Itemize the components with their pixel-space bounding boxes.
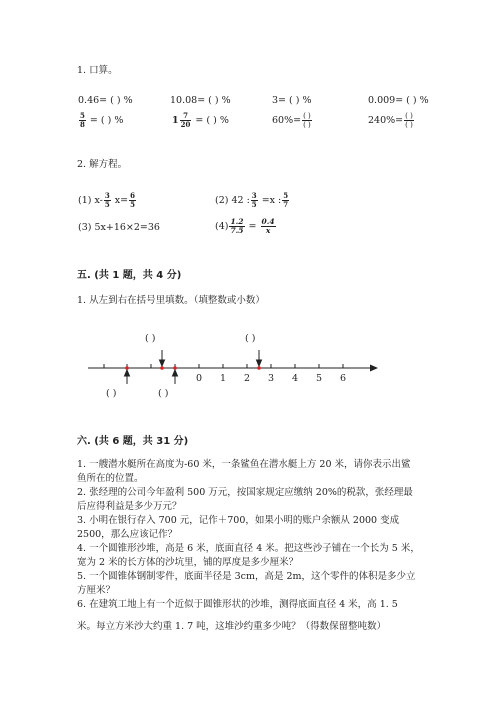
part-6-heading: 六. (共 6 题，共 31 分) bbox=[77, 436, 189, 447]
problem-line: 3. 小明在银行存入 700 元，记作＋700，如果小明的账户余额从 2000 变成 bbox=[77, 515, 400, 526]
problem-line: 米。每立方米沙大约重 1. 7 吨，这堆沙约重多少吨？（得数保留整吨数） bbox=[77, 621, 387, 632]
section-1-title: 1. 口算。 bbox=[77, 65, 118, 76]
tick-label: 3 bbox=[267, 373, 275, 384]
problem-line: 1. 一艘潜水艇所在高度为-60 米，一条鲨鱼在潜水艇上方 20 米，请你表示出鲨 bbox=[77, 459, 411, 470]
tick-label: 4 bbox=[291, 373, 299, 384]
equation-3: (3) 5x+16×2=36 bbox=[78, 222, 160, 233]
answer-blank[interactable]: ( ) bbox=[158, 388, 169, 399]
calc-2-1: $\frac{5}{8}$ = ( ) % bbox=[80, 111, 124, 129]
problem-line: 2500，那么应该记作？ bbox=[77, 529, 178, 540]
answer-blank[interactable]: ( ) bbox=[106, 388, 117, 399]
tick-label: 2 bbox=[243, 373, 251, 384]
problem-line: 宽为 2 米的长方体的沙坑里，铺的厚度是多少厘米？ bbox=[77, 557, 299, 568]
problem-line: 6. 在建筑工地上有一个近似于圆锥形状的沙堆，测得底面直径 4 米，高 1. 5 bbox=[77, 599, 398, 610]
problem-line: 5. 一个圆锥体钢制零件，底面半径是 3cm，高是 2m，这个零件的体积是多少立 bbox=[77, 571, 416, 582]
problem-line: 方厘米？ bbox=[77, 585, 116, 596]
number-line-ticks bbox=[104, 364, 343, 368]
calc-2-2: 1 $\frac{7}{20}$ = ( ) % bbox=[172, 111, 229, 129]
up-arrowhead bbox=[125, 370, 130, 376]
answer-blank[interactable]: ( ) bbox=[245, 333, 256, 344]
tick-label: 0 bbox=[195, 373, 203, 384]
number-line-arrowhead bbox=[370, 365, 378, 372]
problem-line: 鱼所在的位置。 bbox=[77, 473, 144, 484]
calc-1-2: 10.08= ( ) % bbox=[170, 95, 231, 106]
equation-1: (1) x- $\frac{3}{5}$ x= $\frac{6}{5}$ bbox=[78, 191, 135, 209]
tick-label: 6 bbox=[339, 373, 347, 384]
calc-1-4: 0.009= ( ) % bbox=[368, 95, 429, 106]
down-arrowhead bbox=[257, 360, 262, 366]
problem-line: 4. 一个圆锥形沙堆，高是 6 米，底面直径 4 米。把这些沙子铺在一个长为 5 米， bbox=[77, 543, 420, 554]
part-5-heading: 五. (共 1 题，共 4 分) bbox=[77, 270, 182, 281]
part-5-question-1: 1. 从左到右在括号里填数。（填整数或小数） bbox=[77, 295, 265, 306]
answer-blank[interactable]: ( ) bbox=[145, 333, 156, 344]
calc-2-3: 60%= $\frac{( )}{( )}$ bbox=[272, 112, 311, 129]
equation-4: (4) $\frac{1.2}{7.5}$ = $\frac{0.4}{x}$ bbox=[215, 217, 275, 235]
calc-1-3: 3= ( ) % bbox=[272, 95, 312, 106]
calc-1-1: 0.46= ( ) % bbox=[78, 95, 133, 106]
up-arrowhead bbox=[173, 370, 178, 376]
calc-2-4: 240%= $\frac{( )}{( )}$ bbox=[368, 112, 413, 129]
problem-line: 2. 张经理的公司今年盈利 500 万元，按国家规定应缴纳 20%的税款，张经理最 bbox=[77, 487, 413, 498]
section-2-title: 2. 解方程。 bbox=[77, 159, 128, 170]
tick-label: 5 bbox=[315, 373, 323, 384]
tick-label: 1 bbox=[219, 373, 227, 384]
equation-2: (2) 42 : $\frac{3}{5}$ =x : $\frac{5}{7}$ bbox=[215, 191, 289, 209]
down-arrowhead bbox=[160, 360, 165, 366]
problem-line: 后应得利益是多少万元？ bbox=[77, 501, 182, 512]
